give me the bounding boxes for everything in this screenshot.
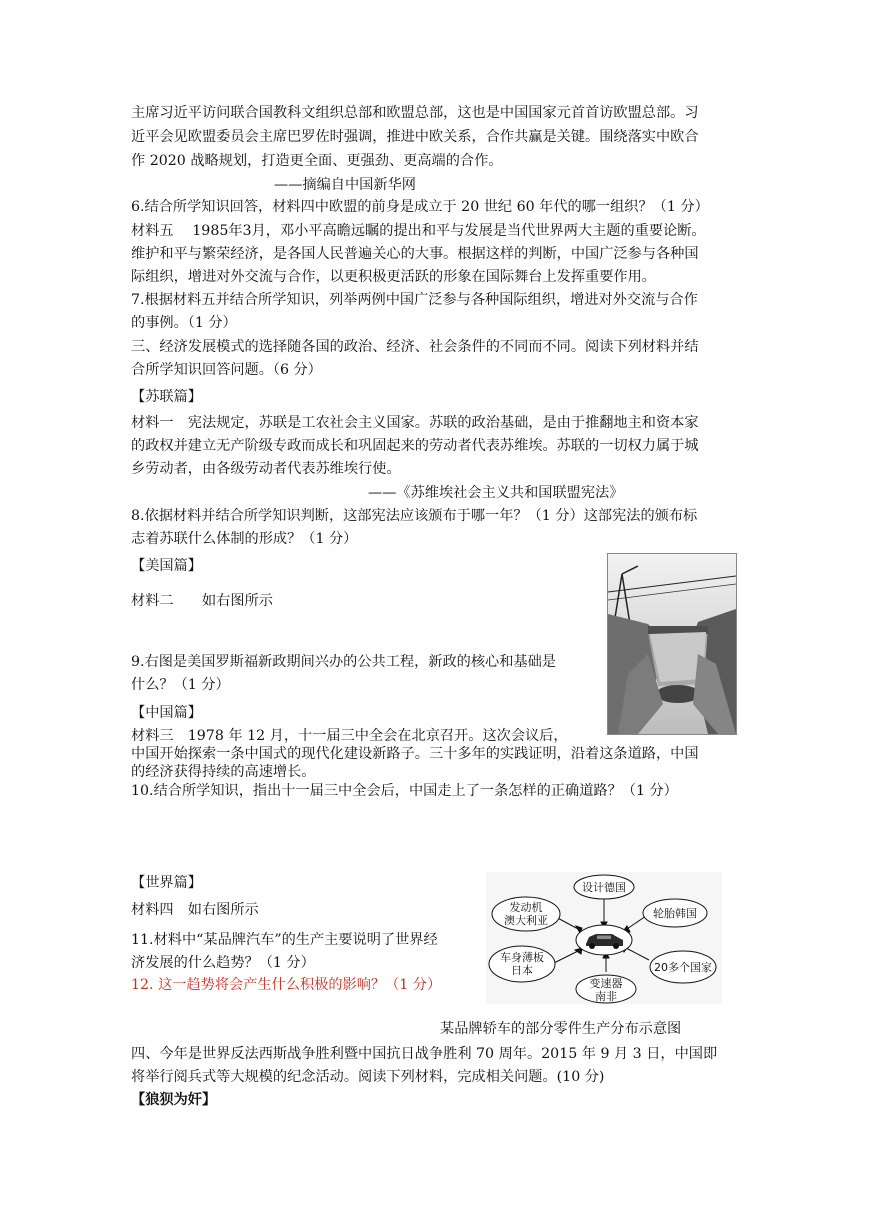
node-transmission: 变速器 (589, 977, 623, 990)
question-7: 7.根据材料五并结合所学知识，列举两例中国广泛参与各种国际组织，增进对外交流与合作 (131, 292, 698, 308)
text-line: 的经济获得持续的高速增长。 (131, 764, 316, 780)
text-line: 材料一 宪法规定，苏联是工农社会主义国家。苏联的政治基础，是由于推翻地主和资本家 (131, 415, 699, 431)
node-body-panel-country: 日本 (511, 964, 533, 977)
source-citation: ——摘编自中国新华网 (274, 177, 416, 193)
question-8-cont: 志着苏联什么体制的形成？（1 分） (131, 531, 358, 547)
wolf-heading: 【狼狈为奸】 (131, 1092, 217, 1108)
ussr-heading: 【苏联篇】 (131, 389, 202, 405)
text-line: 乡劳动者，由各级劳动者代表苏维埃行使。 (131, 461, 401, 477)
text-line: 材料五 1985年3月，邓小平高瞻远瞩的提出和平与发展是当代世界两大主题的重要论断。 (131, 223, 706, 239)
question-7-cont: 的事例。（1 分） (131, 315, 237, 331)
material-2: 材料二 如右图所示 (131, 593, 273, 609)
text-line: 近平会见欧盟委员会主席巴罗佐时强调，推进中欧关系，合作共赢是关键。围绕落实中欧合 (131, 129, 699, 145)
node-transmission-country: 南非 (595, 990, 617, 1003)
dam-photo (607, 553, 737, 735)
world-heading: 【世界篇】 (131, 875, 202, 891)
question-12: 12. 这一趋势将会产生什么积极的影响？（1 分） (131, 977, 442, 993)
question-6: 6.结合所学知识回答，材料四中欧盟的前身是成立于 20 世纪 60 年代的哪一组织？（1 分） (131, 199, 709, 215)
text-line: 的政权并建立无产阶级专政而成长和巩固起来的劳动者代表苏维埃。苏联的一切权力属于城 (131, 438, 699, 454)
question-11-cont: 济发展的什么趋势？（1 分） (131, 955, 315, 971)
car-parts-diagram (486, 872, 722, 1004)
text-line: 维护和平与繁荣经济，是各国人民普遍关心的大事。根据这样的判断，中国广泛参与各种国 (131, 246, 699, 262)
text-line: 中国开始探索一条中国式的现代化建设新路子。三十多年的实践证明，沿着这条道路，中国 (131, 746, 699, 762)
node-20-countries: 20多个国家 (654, 961, 712, 974)
section-4-heading: 四、今年是世界反法西斯战争胜利暨中国抗日战争胜利 70 周年。2015 年 9 月 3 日，中国即 (131, 1046, 718, 1062)
text-line: 材料三 1978 年 12 月，十一届三中全会在北京召开。这次会议后， (131, 728, 568, 744)
question-11: 11.材料中“某品牌汽车”的生产主要说明了世界经 (131, 932, 438, 948)
node-engine: 发动机 (509, 901, 543, 914)
question-10: 10.结合所学知识，指出十一届三中全会后，中国走上了一条怎样的正确道路？（1 分） (131, 783, 678, 799)
text-line: 际组织，增进对外交流与合作，以更积极更活跃的形象在国际舞台上发挥重要作用。 (131, 269, 656, 285)
node-tires-korea: 轮胎韩国 (653, 907, 697, 920)
section-4-heading-cont: 将举行阅兵式等大规模的纪念活动。阅读下列材料，完成相关问题。(10 分) (131, 1069, 605, 1085)
section-3-heading: 三、经济发展模式的选择随各国的政治、经济、社会条件的不同而不同。阅读下列材料并结 (131, 339, 699, 355)
question-9-cont: 什么？（1 分） (131, 677, 230, 693)
node-design-germany: 设计德国 (582, 881, 626, 894)
section-3-heading-cont: 合所学知识回答问题。（6 分） (131, 362, 322, 378)
material-4: 材料四 如右图所示 (131, 902, 259, 918)
question-9: 9.右图是美国罗斯福新政期间兴办的公共工程，新政的核心和基础是 (131, 654, 556, 670)
node-body-panel: 车身薄板 (500, 951, 544, 964)
node-engine-country: 澳大利亚 (504, 914, 548, 927)
china-heading: 【中国篇】 (131, 705, 202, 721)
source-citation: ——《苏维埃社会主义共和国联盟宪法》 (368, 485, 624, 501)
text-line: 作 2020 战略规划，打造更全面、更强劲、更高端的合作。 (131, 153, 503, 169)
usa-heading: 【美国篇】 (131, 558, 202, 574)
diagram-caption: 某品牌轿车的部分零件生产分布示意图 (440, 1021, 682, 1037)
question-8: 8.依据材料并结合所学知识判断，这部宪法应该颁布于哪一年？（1 分）这部宪法的颁布标 (131, 508, 698, 524)
text-line: 主席习近平访问联合国教科文组织总部和欧盟总部，这也是中国国家元首首访欧盟总部。习 (131, 105, 699, 121)
